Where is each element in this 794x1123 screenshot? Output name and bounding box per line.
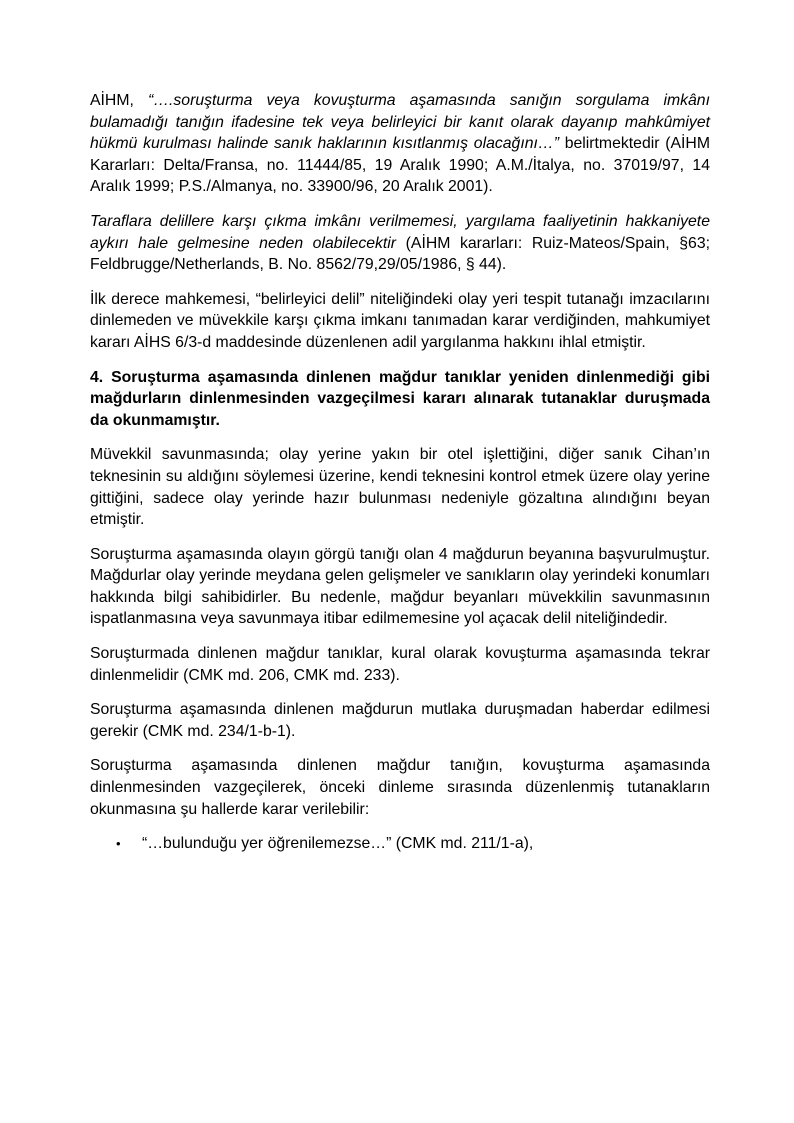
paragraph-sorusturmada-dinlenen: Soruşturmada dinlenen mağdur tanıklar, kural olarak kovuşturma aşamasında tekrar dinlenmelidir (CMK md. 206, CMK md. 233). (90, 645, 710, 684)
paragraph-gorgu-tanigi: Soruşturma aşamasında olayın görgü tanığı olan 4 mağdurun beyanına başvurulmuştur. Mağdurlar olay yerinde meydana gelen gelişmeler ve sanıkların olay yerindeki konumları hakkında bilgi sahibidirler. Bu nedenle, mağdur beyanları müvekkilin savunmasının ispatlanmasına veya savunmaya itibar edilmemesine yol açacak delil niteliğindedir. (90, 545, 710, 628)
paragraph-ilk-derece: İlk derece mahkemesi, “belirleyici delil” niteliğindeki olay yeri tespit tutanağı imzacılarını dinlemeden ve müvekkile karşı çıkma imkanı tanımadan karar verdiğinden, mahkumiyet kararı AİHS 6/3-d maddesinde düzenlenen adil yargılanma hakkını ihlal etmiştir. (90, 290, 710, 351)
section-heading-4: 4. Soruşturma aşamasında dinlenen mağdur tanıklar yeniden dinlenmediği gibi mağdurların dinlenmesinden vazgeçilmesi kararı alınarak tutanaklar duruşmada da okunmamıştır. (90, 368, 710, 429)
p1-italic-quote: “….soruşturma veya kovuşturma aşamasında sanığın sorgulama imkânı bulamadığı tanığın ifadesine tek veya belirleyici bir kanıt olarak dayanıp mahkûmiyet hükmü kurulması halinde sanık haklarının kısıtlanmış olacağını…” (90, 92, 710, 153)
bullet-item-text: “…bulunduğu yer öğrenilemezse…” (CMK md. 211/1-a), (142, 835, 534, 853)
bullet-icon: • (116, 836, 121, 852)
p2-italic-quote: Taraflara delillere karşı çıkma imkânı verilmemesi, yargılama faaliyetinin hakkaniyete aykırı hale gelmesine neden olabilecektir (90, 212, 710, 252)
p1-citation-text: belirtmektedir (AİHM Kararları: Delta/Fransa, no. 11444/85, 19 Aralık 1990; A.M./İtalya, no. 37019/97, 14 Aralık 1999; P.S./Almanya, no. 33900/96, 20 Aralık 2001). (90, 135, 710, 196)
p1-lead-text: AİHM, (90, 92, 148, 109)
paragraph-aihm-quote (90, 90, 710, 198)
paragraph-taraflara (90, 211, 710, 276)
bullet-list-item (90, 833, 710, 855)
p2-citation-text: (AİHM kararları: Ruiz-Mateos/Spain, §63; Feldbrugge/Netherlands, B. No. 8562/79,29/05/1986, § 44). (90, 234, 710, 274)
paragraph-muvekkil-savunmasi: Müvekkil savunmasında; olay yerine yakın bir otel işlettiğini, diğer sanık Cihan’ın teknesinin su aldığını söylemesi üzerine, kendi teknesini kontrol etmek üzere olay yerine gittiğini, sadece olay yerinde hazır bulunması nedeniyle gözaltına alındığını beyan etmiştir. (90, 446, 710, 529)
paragraph-tutanak-okunmasi: Soruşturma aşamasında dinlenen mağdur tanığın, kovuşturma aşamasında dinlenmesinden vazgeçilerek, önceki dinleme sırasında düzenlenmiş tutanakların okunmasına şu hallerde karar verilebilir: (90, 757, 710, 818)
paragraph-haberdar-edilmesi: Soruşturma aşamasında dinlenen mağdurun mutlaka duruşmadan haberdar edilmesi gerekir (CMK md. 234/1-b-1). (90, 701, 710, 740)
